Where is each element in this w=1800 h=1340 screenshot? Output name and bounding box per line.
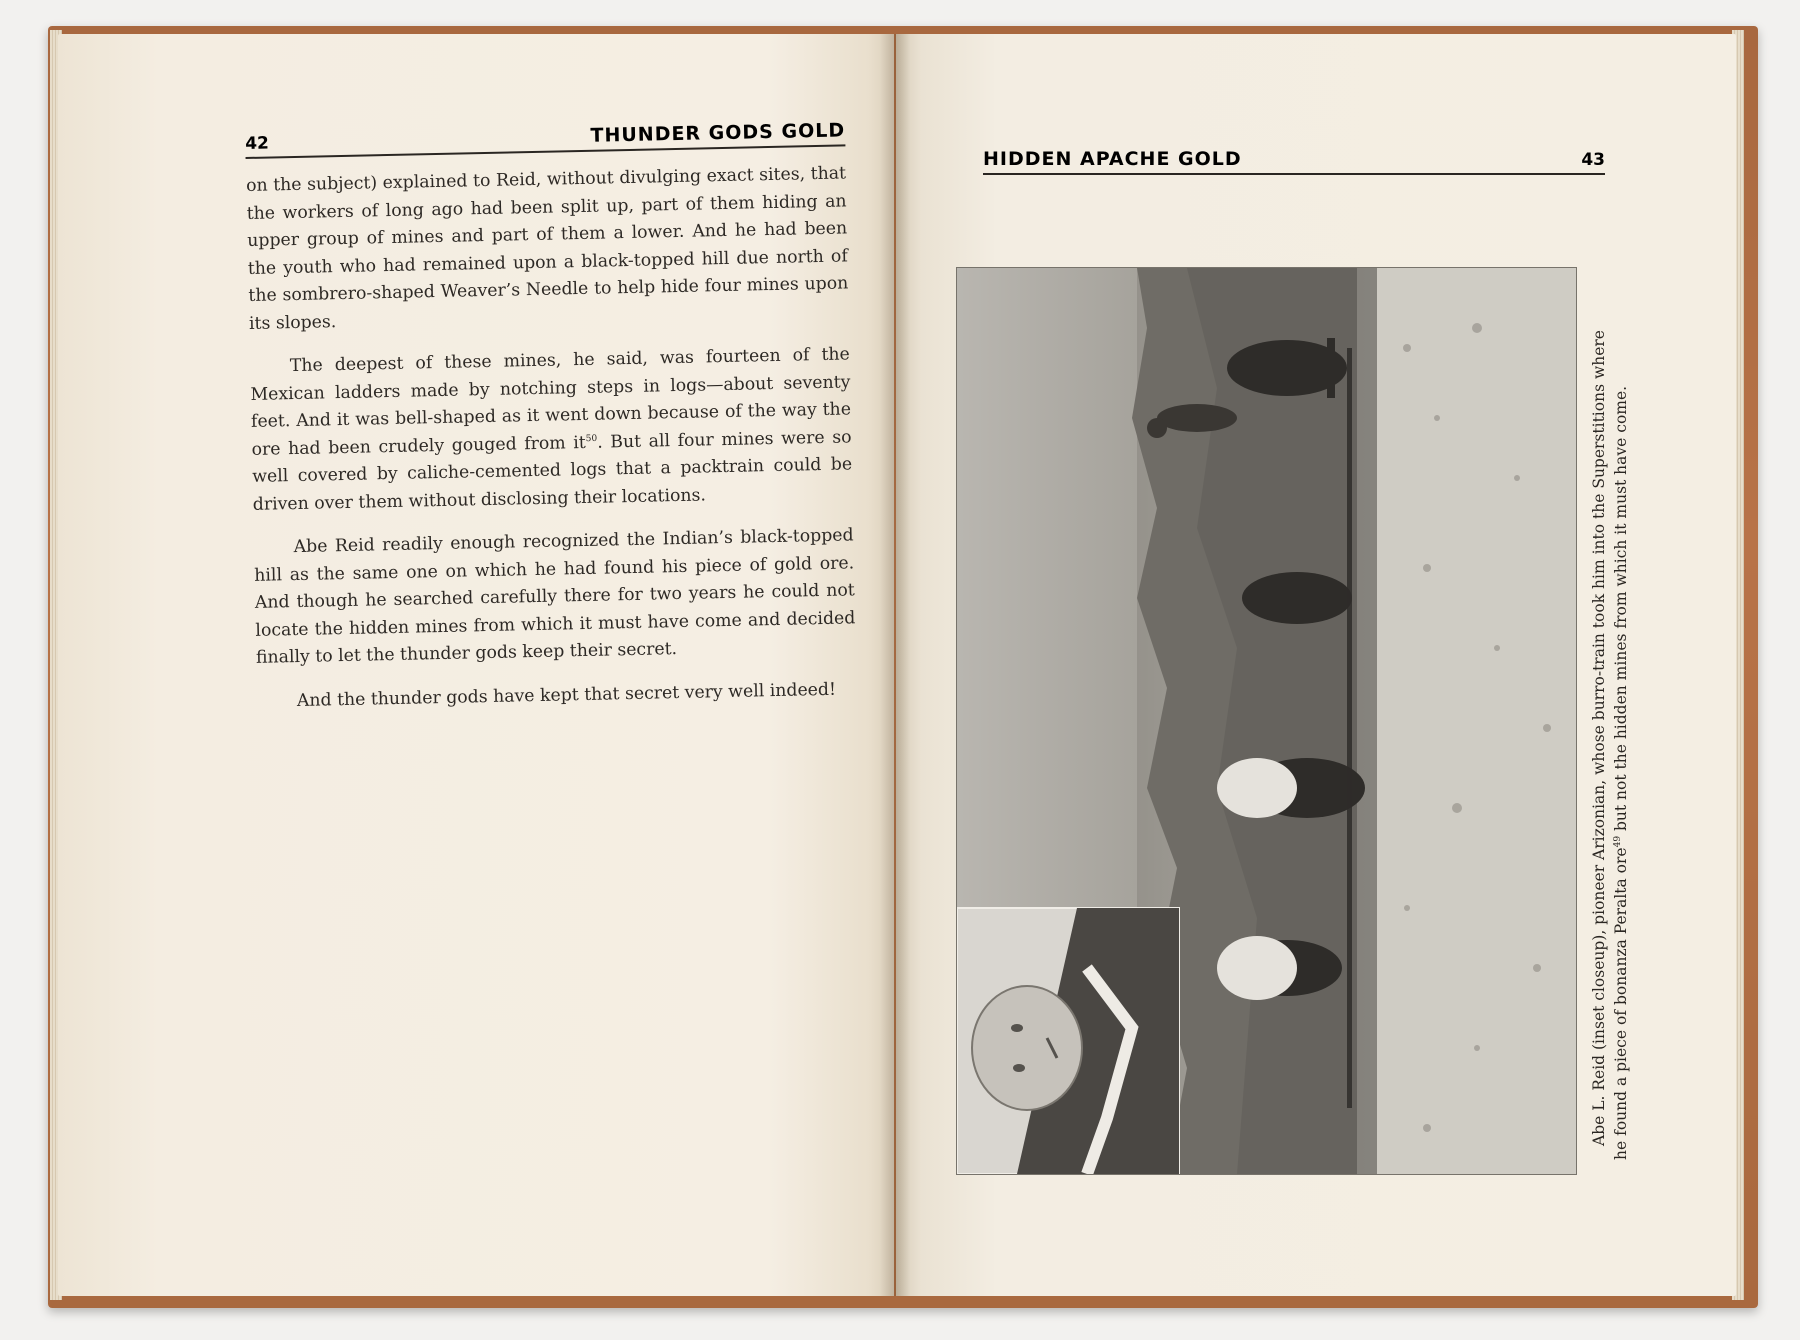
photo-inset-portrait: [957, 908, 1179, 1174]
book-gutter: [880, 34, 910, 1296]
running-title-left: THUNDER GODS GOLD: [590, 119, 846, 147]
footnote-ref-49: 49: [1612, 835, 1623, 848]
caption-line-2-head: he found a piece of bonanza Peralta ore: [1612, 847, 1630, 1160]
running-title-right: HIDDEN APACHE GOLD: [983, 148, 1242, 170]
footnote-ref-50: 50: [585, 433, 598, 444]
body-text: [246, 160, 857, 715]
paragraph-2-tail: . But all four mines were so well covered by caliche-cemented logs that a packtrain could be driven over them without disclosing their locations.: [252, 426, 853, 515]
page-number-left: 42: [245, 133, 270, 154]
paragraph-3: Abe Reid readily enough recognized the Indian’s black-topped hill as the same one on which he had found his piece of gold ore. And though he searched carefully there for two years he could not locate the hidden mines from which it must have come and decided finally to let the thunder gods keep their secret.: [254, 525, 856, 668]
right-page-content: [983, 148, 1605, 175]
right-running-head: [983, 148, 1605, 175]
burro-train-photo: [957, 268, 1576, 1174]
caption-line-2: [1610, 272, 1632, 1160]
paragraph-4: And the thunder gods have kept that secret very well indeed!: [296, 679, 837, 711]
caption-line-1: Abe L. Reid (inset closeup), pioneer Arizonian, whose burro-train took him into the Superstitions where: [1590, 330, 1608, 1146]
photo-caption: [1588, 272, 1632, 1160]
page-number-right: 43: [1581, 150, 1605, 170]
paragraph-2-head: The deepest of these mines, he said, was fourteen of the Mexican ladders made by notching steps in logs—about seventy feet. And it was bell-shaped as it went down because of the way the ore had been crudely gouged from it: [250, 344, 852, 460]
left-page-content: [245, 119, 857, 731]
caption-line-2-tail: but not the hidden mines from which it must have come.: [1612, 385, 1630, 836]
paragraph-1: on the subject) explained to Reid, without divulging exact sites, that the workers of long ago had been split up, part of them hiding an upper group of mines and part of them a lower. And he had been the youth who had remained upon a black-topped hill due north of the sombrero-shaped Weaver’s Needle to help hide four mines upon its slopes.: [245, 163, 849, 334]
photo-illustration: [957, 268, 1576, 1174]
paragraph-2: [250, 341, 853, 519]
